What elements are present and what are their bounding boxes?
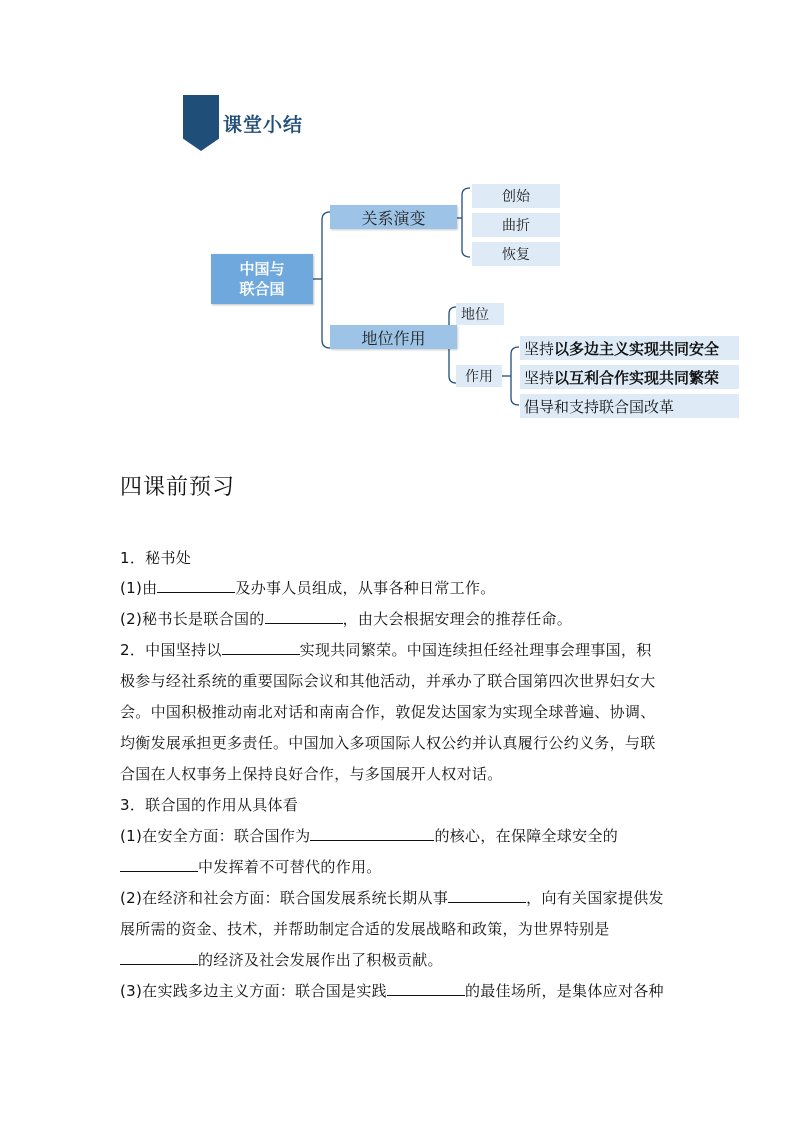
node-restoration: 恢复 [472,242,560,266]
mindmap-root: 中国与 联合国 [211,254,313,304]
item-3-2-line-3-end: 的经济及社会发展作出了积极贡献。 [198,951,443,969]
fill-blank[interactable] [310,826,434,841]
item-3-2-end: ，向有关国家提供发 [526,889,664,907]
role-item-prosperity [520,365,739,389]
item-3-2-line-3 [120,949,443,970]
role-item-prosperity-prefix: 坚持 [524,368,555,387]
item-2-start: 2．中国坚持以 [120,641,222,659]
section-badge-icon [183,95,219,151]
item-3-2-start: (2)在经济和社会方面：联合国发展系统长期从事 [120,889,449,907]
section-title: 四课前预习 [120,475,236,500]
item-3-3-start: (3)在实践多边主义方面：联合国是实践 [120,982,387,1000]
node-status: 地位 [456,303,504,325]
branch-status-role: 地位作用 [330,325,457,349]
item-3-heading: 3．联合国的作用从具体看 [120,796,299,814]
item-2-line-1 [120,639,652,660]
fill-blank[interactable] [387,981,465,996]
item-3-1-line-2 [120,856,382,877]
item-2-line-3: 会。中国积极推动南北对话和南南合作，敦促发达国家为实现全球普遍、协调、 [120,703,656,721]
branch-relationship-evolution: 关系演变 [330,205,457,229]
item-1-heading: 1．秘书处 [120,549,192,567]
item-1-2 [120,608,572,629]
item-1-2-end: ，由大会根据安理会的推荐任命。 [342,610,573,628]
role-item-security-prefix: 坚持 [524,339,555,358]
role-item-security [520,336,739,360]
summary-title: 课堂小结 [223,114,304,136]
role-item-reform-text: 倡导和支持联合国改革 [524,397,675,416]
fill-blank[interactable] [265,609,343,624]
node-founding: 创始 [472,184,560,208]
item-3-3-end: 的最佳场所，是集体应对各种 [464,982,664,1000]
role-item-prosperity-bold: 以互利合作实现共同繁荣 [554,368,720,387]
item-1-1-end: 及办事人员组成，从事各种日常工作。 [235,579,496,597]
fill-blank[interactable] [448,888,526,903]
item-2-end: 实现共同繁荣。中国连续担任经社理事会理事国，积 [299,641,652,659]
item-3-1-line-1 [120,825,618,846]
fill-blank[interactable] [120,857,198,872]
fill-blank[interactable] [120,950,198,965]
item-3-2-line-1 [120,887,664,908]
role-item-security-bold: 以多边主义实现共同安全 [554,339,720,358]
item-3-2-line-2: 展所需的资金、技术，并帮助制定合适的发展战略和政策，为世界特别是 [120,920,610,938]
item-2-line-5: 合国在人权事务上保持良好合作，与多国展开人权对话。 [120,765,503,783]
node-role: 作用 [456,365,502,387]
fill-blank[interactable] [157,578,235,593]
fill-blank[interactable] [222,640,300,655]
item-3-3-line-1 [120,980,664,1001]
item-1-1 [120,577,496,598]
role-item-reform [520,394,739,418]
item-1-2-start: (2)秘书长是联合国的 [120,610,265,628]
item-3-1-end: 的核心，在保障全球安全的 [434,827,619,845]
item-2-line-2: 极参与经社系统的重要国际会议和其他活动，并承办了联合国第四次世界妇女大 [120,672,656,690]
item-1-1-start: (1)由 [120,579,158,597]
node-twists: 曲折 [472,213,560,237]
item-3-1-line-2-end: 中发挥着不可替代的作用。 [198,858,382,876]
item-2-line-4: 均衡发展承担更多责任。中国加入多项国际人权公约并认真履行公约义务，与联 [120,734,656,752]
item-3-1-start: (1)在安全方面：联合国作为 [120,827,311,845]
